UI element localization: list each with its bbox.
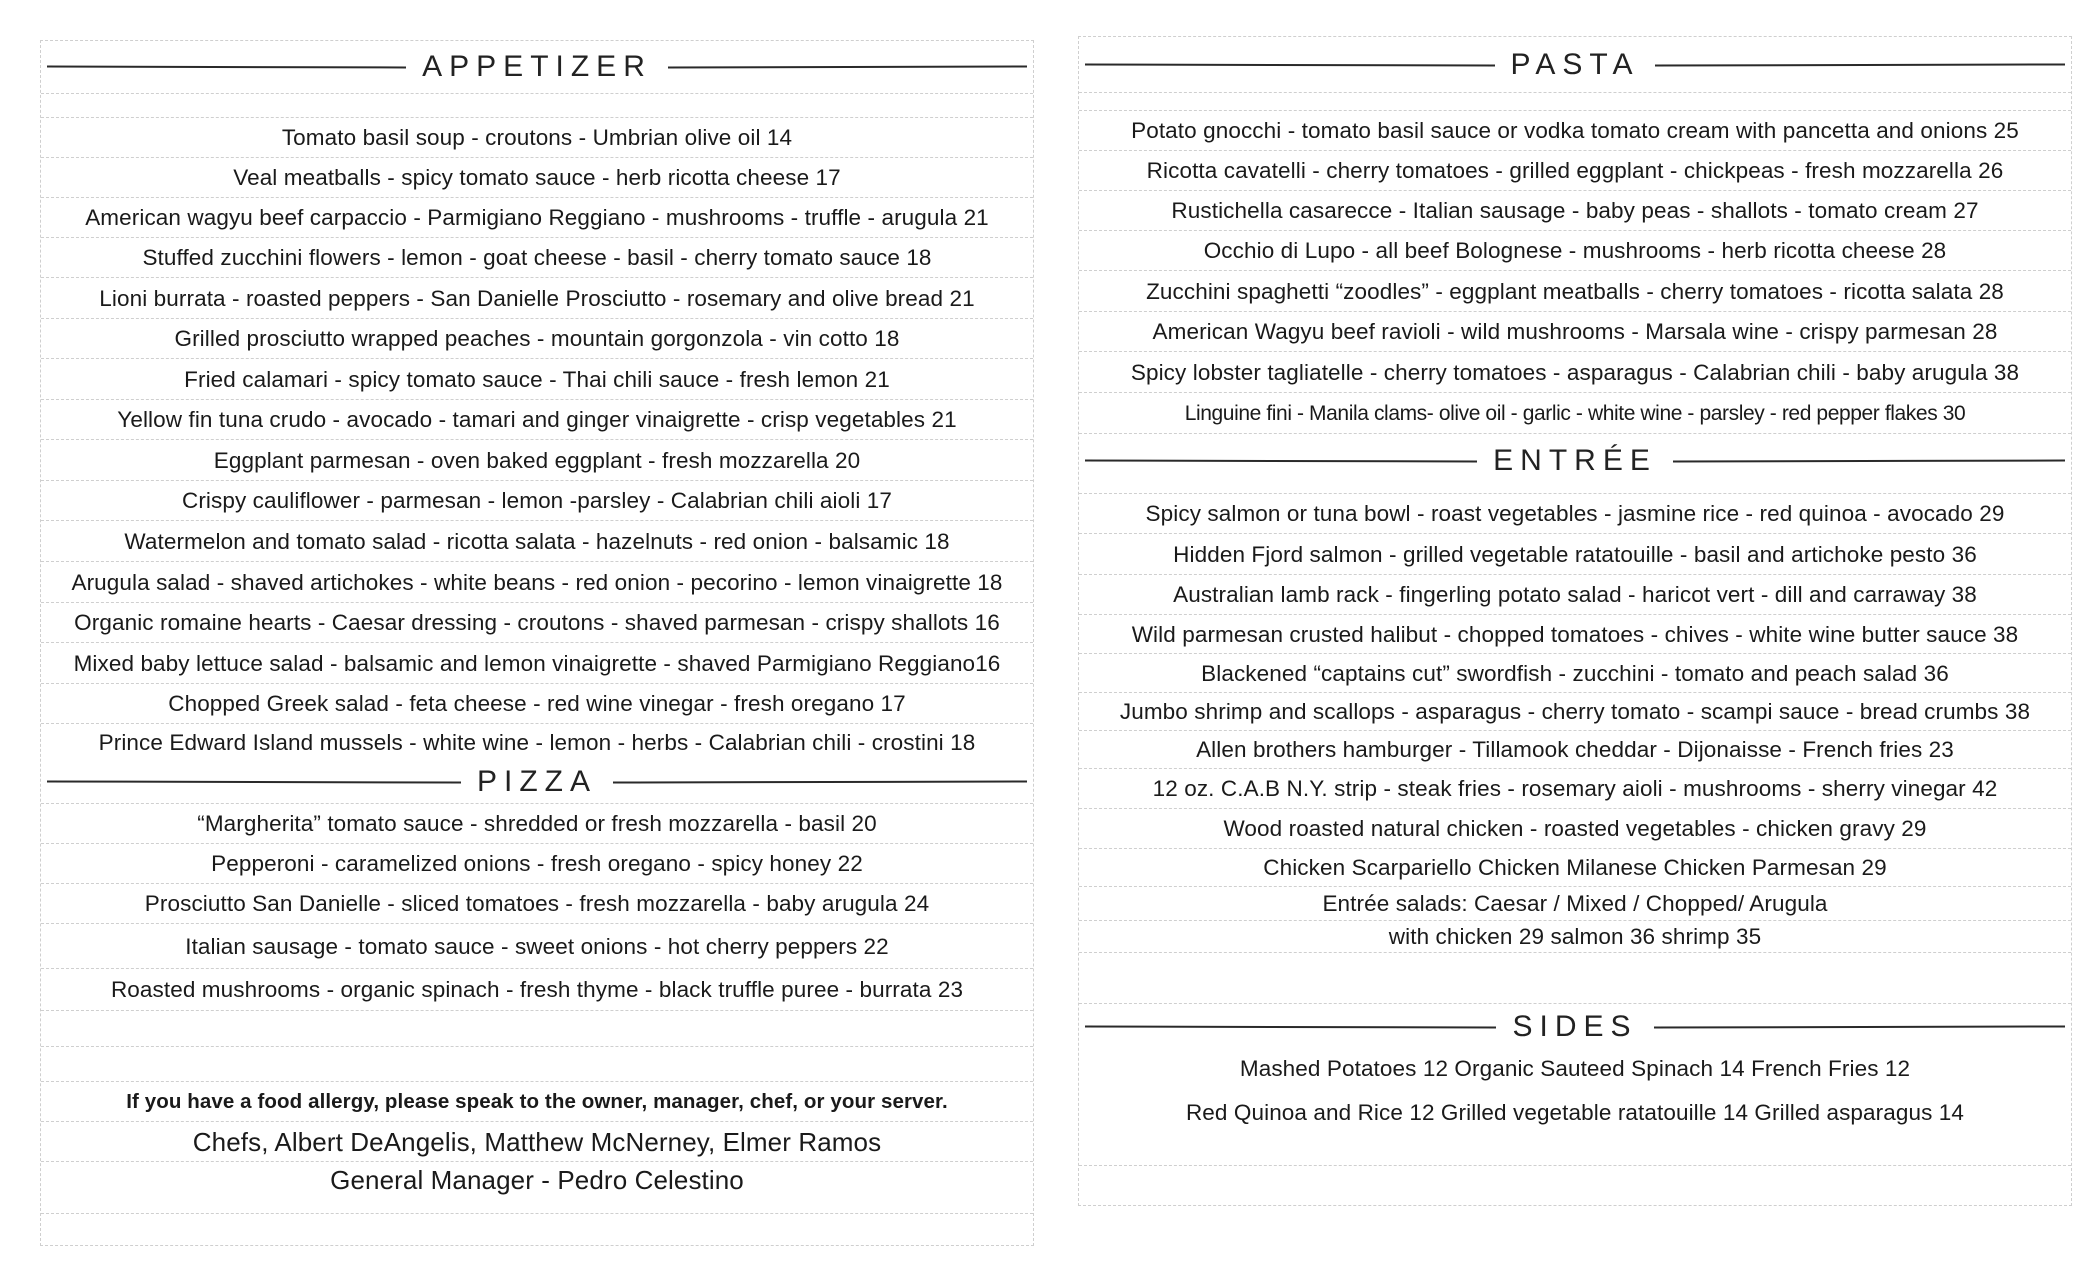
pasta-item: Rustichella casarecce - Italian sausage - baby peas - shallots - tomato cream 27 (1079, 190, 2071, 231)
header-rule-left (47, 780, 461, 783)
sides-header (1079, 1003, 2071, 1050)
header-rule-left (1085, 459, 1477, 462)
blank-row (41, 1046, 1033, 1082)
sides-title: SIDES (1512, 1010, 1638, 1043)
entree-item: Chicken Scarpariello Chicken Milanese Chicken Parmesan 29 (1079, 848, 2071, 887)
allergy-notice: If you have a food allergy, please speak to the owner, manager, chef, or your server. (41, 1081, 1033, 1122)
pizza-item: “Margherita” tomato sauce - shredded or fresh mozzarella - basil 20 (41, 803, 1033, 844)
left-menu-column (40, 40, 1034, 1246)
entree-item: Wood roasted natural chicken - roasted vegetables - chicken gravy 29 (1079, 808, 2071, 849)
entree-item: Australian lamb rack - fingerling potato salad - haricot vert - dill and carraway 38 (1079, 574, 2071, 615)
header-rule-right (668, 66, 1027, 69)
appetizer-header (41, 45, 1033, 89)
pizza-item: Italian sausage - tomato sauce - sweet onions - hot cherry peppers 22 (41, 923, 1033, 969)
entree-item: Wild parmesan crusted halibut - chopped tomatoes - chives - white wine butter sauce 38 (1079, 614, 2071, 654)
pizza-item: Prosciutto San Danielle - sliced tomatoes - fresh mozzarella - baby arugula 24 (41, 883, 1033, 924)
blank-row (1079, 952, 2071, 1003)
appetizer-title: APPETIZER (422, 50, 652, 83)
blank-row (41, 93, 1033, 118)
appetizer-item: Organic romaine hearts - Caesar dressing - croutons - shaved parmesan - crispy shallots 16 (41, 602, 1033, 643)
blank-row (1079, 92, 2071, 111)
header-rule-left (1085, 1025, 1496, 1028)
header-rule-right (1655, 63, 2065, 66)
sides-item: Mashed Potatoes 12 Organic Sauteed Spinach 14 French Fries 12 (1239, 1056, 1911, 1081)
entree-item: Allen brothers hamburger - Tillamook cheddar - Dijonaisse - French fries 23 (1079, 730, 2071, 769)
header-rule-right (1654, 1025, 2065, 1028)
appetizer-item: Veal meatballs - spicy tomato sauce - herb ricotta cheese 17 (41, 157, 1033, 198)
pizza-item: Pepperoni - caramelized onions - fresh oregano - spicy honey 22 (41, 843, 1033, 884)
pasta-item: American Wagyu beef ravioli - wild mushrooms - Marsala wine - crispy parmesan 28 (1079, 311, 2071, 352)
header-rule-left (1085, 63, 1495, 66)
appetizer-item: Chopped Greek salad - feta cheese - red wine vinegar - fresh oregano 17 (41, 683, 1033, 724)
blank-row (41, 1010, 1033, 1047)
appetizer-item: Tomato basil soup - croutons - Umbrian olive oil 14 (41, 117, 1033, 158)
entree-item: Hidden Fjord salmon - grilled vegetable ratatouille - basil and artichoke pesto 36 (1079, 533, 2071, 575)
appetizer-item: Crispy cauliflower - parmesan - lemon -parsley - Calabrian chili aioli 17 (41, 480, 1033, 521)
header-rule-right (1673, 459, 2065, 462)
pasta-item: Linguine fini - Manila clams- olive oil - garlic - white wine - parsley - red pepper flakes 30 (1079, 392, 2071, 434)
appetizer-item: Stuffed zucchini flowers - lemon - goat cheese - basil - cherry tomato sauce 18 (41, 237, 1033, 278)
chefs-line: Chefs, Albert DeAngelis, Matthew McNerney, Elmer Ramos (41, 1121, 1033, 1162)
entree-item: Spicy salmon or tuna bowl - roast vegetables - jasmine rice - red quinoa - avocado 29 (1079, 493, 2071, 534)
appetizer-item: Arugula salad - shaved artichokes - white beans - red onion - pecorino - lemon vinaigrette 18 (41, 561, 1033, 603)
appetizer-item: Fried calamari - spicy tomato sauce - Thai chili sauce - fresh lemon 21 (41, 358, 1033, 400)
entree-salads-options: with chicken 29 salmon 36 shrimp 35 (1079, 920, 2071, 953)
blank-row (1079, 1165, 2071, 1206)
blank-row (41, 1213, 1033, 1246)
appetizer-item: American wagyu beef carpaccio - Parmigiano Reggiano - mushrooms - truffle - arugula 21 (41, 197, 1033, 238)
pizza-header (41, 761, 1033, 803)
pasta-item: Ricotta cavatelli - cherry tomatoes - grilled eggplant - chickpeas - fresh mozzarella 26 (1079, 150, 2071, 191)
entree-header (1079, 433, 2071, 488)
pizza-item: Roasted mushrooms - organic spinach - fresh thyme - black truffle puree - burrata 23 (41, 968, 1033, 1011)
pasta-header (1079, 45, 2071, 85)
appetizer-item: Lioni burrata - roasted peppers - San Danielle Prosciutto - rosemary and olive bread 21 (41, 277, 1033, 319)
pasta-title: PASTA (1510, 48, 1640, 81)
pasta-item: Spicy lobster tagliatelle - cherry tomatoes - asparagus - Calabrian chili - baby arugula 38 (1079, 351, 2071, 393)
entree-item: Jumbo shrimp and scallops - asparagus - cherry tomato - scampi sauce - bread crumbs 38 (1079, 692, 2071, 731)
appetizer-item: Mixed baby lettuce salad - balsamic and lemon vinaigrette - shaved Parmigiano Reggiano16 (41, 642, 1033, 684)
pasta-item: Potato gnocchi - tomato basil sauce or vodka tomato cream with pancetta and onions 25 (1079, 110, 2071, 151)
appetizer-item: Eggplant parmesan - oven baked eggplant - fresh mozzarella 20 (41, 439, 1033, 481)
appetizer-item: Prince Edward Island mussels - white wine - lemon - herbs - Calabrian chili - crostini 18 (41, 723, 1033, 762)
header-rule-right (613, 780, 1027, 783)
header-rule-left (47, 66, 406, 69)
sides-item: Red Quinoa and Rice 12 Grilled vegetable ratatouille 14 Grilled asparagus 14 (1185, 1100, 1965, 1125)
appetizer-item: Grilled prosciutto wrapped peaches - mountain gorgonzola - vin cotto 18 (41, 318, 1033, 359)
appetizer-item: Yellow fin tuna crudo - avocado - tamari and ginger vinaigrette - crisp vegetables 21 (41, 399, 1033, 440)
pizza-title: PIZZA (477, 765, 598, 798)
entree-salads-line: Entrée salads: Caesar / Mixed / Chopped/ Arugula (1079, 886, 2071, 921)
entree-item: 12 oz. C.A.B N.Y. strip - steak fries - rosemary aioli - mushrooms - sherry vinegar 42 (1079, 768, 2071, 809)
entree-title: ENTRÉE (1493, 444, 1657, 477)
entree-item: Blackened “captains cut” swordfish - zucchini - tomato and peach salad 36 (1079, 653, 2071, 693)
appetizer-item: Watermelon and tomato salad - ricotta salata - hazelnuts - red onion - balsamic 18 (41, 520, 1033, 562)
right-menu-column (1078, 36, 2072, 1206)
manager-line: General Manager - Pedro Celestino (41, 1161, 1033, 1198)
pasta-item: Occhio di Lupo - all beef Bolognese - mushrooms - herb ricotta cheese 28 (1079, 230, 2071, 271)
pasta-item: Zucchini spaghetti “zoodles” - eggplant meatballs - cherry tomatoes - ricotta salata 28 (1079, 270, 2071, 312)
